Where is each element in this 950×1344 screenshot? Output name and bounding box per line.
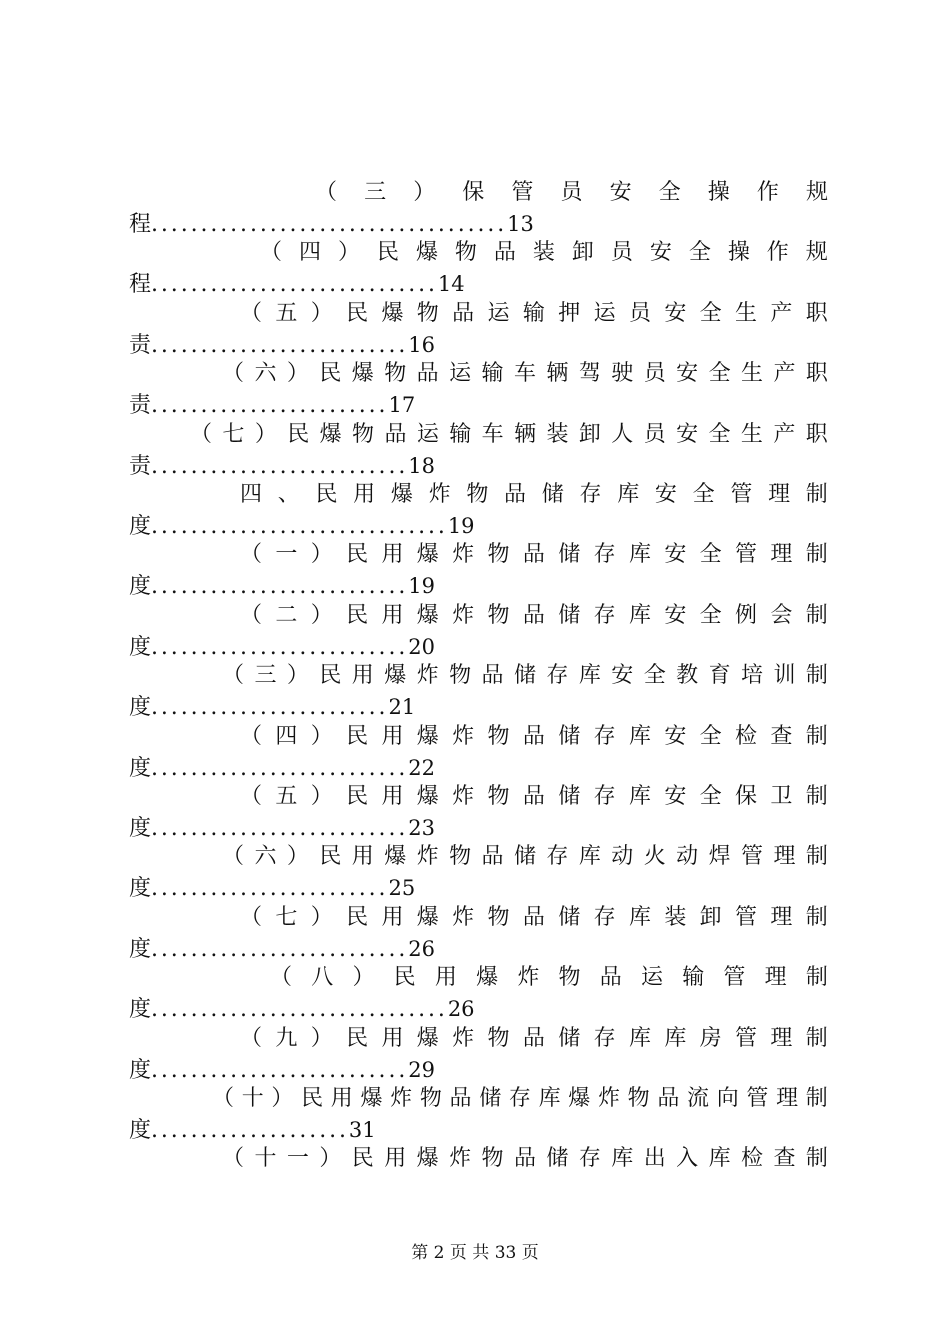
toc-entry-leader xyxy=(129,753,435,783)
toc-entry-leader xyxy=(129,994,475,1024)
toc-entry-title: 四 、 民 用 爆 炸 物 品 储 存 库 安 全 管 理 制 xyxy=(240,482,828,507)
toc-entry-continuation: 度 xyxy=(129,936,152,962)
toc-dot-leader: ............................. xyxy=(151,272,438,298)
toc-page-number: 16 xyxy=(408,332,435,357)
toc-dot-leader: ........................ xyxy=(151,876,389,902)
toc-entry-title: （ 三 ） 保 管 员 安 全 操 作 规 xyxy=(315,180,828,205)
toc-entry-leader xyxy=(129,511,475,541)
toc-entry-continuation: 度 xyxy=(129,514,152,539)
toc-entry-continuation: 程 xyxy=(129,212,152,237)
toc-entry-leader xyxy=(129,873,415,903)
toc-entry-leader xyxy=(129,390,415,420)
toc-entry-title: （ 二 ） 民 用 爆 炸 物 品 储 存 库 安 全 例 会 制 xyxy=(240,602,828,628)
toc-entry-continuation: 责 xyxy=(129,332,152,358)
toc-dot-leader: .......................... xyxy=(151,332,409,358)
toc-entry-leader xyxy=(129,1115,376,1145)
toc-entry-title: （ 三 ） 民 用 爆 炸 物 品 储 存 库 安 全 教 育 培 训 制 xyxy=(222,663,828,689)
toc-entry-continuation: 责 xyxy=(129,393,152,419)
toc-dot-leader: .......................... xyxy=(151,1057,409,1083)
toc-entry-title: （ 十 一 ） 民 用 爆 炸 物 品 储 存 库 出 入 库 检 查 制 xyxy=(222,1146,828,1172)
toc-entry-leader xyxy=(129,934,435,964)
toc-entry-continuation: 度 xyxy=(129,695,152,721)
toc-entry-continuation: 度 xyxy=(129,1118,152,1143)
toc-dot-leader: ........................ xyxy=(151,393,389,419)
toc-dot-leader: .......................... xyxy=(151,453,409,479)
toc-entry-title: （ 四 ） 民 爆 物 品 装 卸 员 安 全 操 作 规 xyxy=(260,240,828,266)
toc-page-number: 17 xyxy=(388,393,416,418)
toc-entry-title: （ 十 ） 民 用 爆 炸 物 品 储 存 库 爆 炸 物 品 流 向 管 理 制 xyxy=(212,1086,828,1111)
toc-entry-continuation: 责 xyxy=(129,453,152,479)
toc-page-number: 14 xyxy=(437,272,465,297)
toc-dot-leader: .......................... xyxy=(151,755,409,781)
toc-entry-title: （ 五 ） 民 用 爆 炸 物 品 储 存 库 安 全 保 卫 制 xyxy=(240,784,828,809)
toc-dot-leader: .......................... xyxy=(151,574,409,600)
toc-entry-leader xyxy=(129,692,415,722)
toc-entry-continuation: 程 xyxy=(129,272,152,298)
toc-page-number: 26 xyxy=(447,997,475,1022)
toc-dot-leader: .................... xyxy=(151,1118,349,1143)
page-footer: 第 2 页 共 33 页 xyxy=(411,1243,539,1263)
toc-dot-leader: .................................... xyxy=(151,212,508,237)
toc-entry-leader xyxy=(129,451,435,481)
toc-entry-continuation: 度 xyxy=(129,574,152,600)
toc-entry-title: （ 六 ） 民 爆 物 品 运 输 车 辆 驾 驶 员 安 全 生 产 职 xyxy=(222,361,828,387)
toc-page-number: 19 xyxy=(447,514,475,538)
toc-entry-leader xyxy=(129,632,435,662)
toc-entry-leader xyxy=(129,269,465,299)
toc-page-number: 25 xyxy=(388,876,416,901)
toc-entry-title: （ 八 ） 民 用 爆 炸 物 品 运 输 管 理 制 xyxy=(270,965,828,991)
toc-entry-leader xyxy=(129,813,435,843)
toc-page-number: 22 xyxy=(408,755,435,780)
toc-dot-leader: .............................. xyxy=(151,997,448,1023)
toc-entry-continuation: 度 xyxy=(129,634,152,660)
toc-page-number: 21 xyxy=(388,695,416,720)
toc-page-number: 29 xyxy=(408,1057,435,1082)
toc-page-number: 13 xyxy=(507,212,534,236)
toc-entry-title: （ 四 ） 民 用 爆 炸 物 品 储 存 库 安 全 检 查 制 xyxy=(240,723,828,749)
toc-dot-leader: .......................... xyxy=(151,936,409,962)
toc-entry-continuation: 度 xyxy=(129,1057,152,1083)
toc-dot-leader: ........................ xyxy=(151,695,389,721)
toc-entry-leader xyxy=(129,209,534,239)
toc-page-number: 20 xyxy=(408,634,435,659)
toc-entry-continuation: 度 xyxy=(129,816,152,841)
toc-page-number: 19 xyxy=(408,574,435,599)
toc-entry-leader xyxy=(129,330,435,360)
toc-entry-title: （ 六 ） 民 用 爆 炸 物 品 储 存 库 动 火 动 焊 管 理 制 xyxy=(222,844,828,870)
toc-page-number: 18 xyxy=(408,453,435,478)
toc-entry-title: （ 一 ） 民 用 爆 炸 物 品 储 存 库 安 全 管 理 制 xyxy=(240,542,828,568)
toc-dot-leader: .......................... xyxy=(151,634,409,660)
toc-entry-title: （ 七 ） 民 爆 物 品 运 输 车 辆 装 卸 人 员 安 全 生 产 职 xyxy=(190,421,828,447)
toc-entry-title: （ 五 ） 民 爆 物 品 运 输 押 运 员 安 全 生 产 职 xyxy=(240,300,828,326)
toc-page-number: 31 xyxy=(348,1118,376,1142)
toc-page-number: 26 xyxy=(408,936,435,961)
toc-page-number: 23 xyxy=(408,816,435,840)
toc-entry-leader xyxy=(129,571,435,601)
toc-entry-leader xyxy=(129,1055,435,1085)
toc-entry-title: （ 七 ） 民 用 爆 炸 物 品 储 存 库 装 卸 管 理 制 xyxy=(240,904,828,930)
toc-dot-leader: .............................. xyxy=(151,514,448,539)
toc-entry-continuation: 度 xyxy=(129,876,152,902)
toc-entry-continuation: 度 xyxy=(129,997,152,1023)
toc-entry-continuation: 度 xyxy=(129,755,152,781)
toc-dot-leader: .......................... xyxy=(151,816,409,841)
toc-entry-title: （ 九 ） 民 用 爆 炸 物 品 储 存 库 库 房 管 理 制 xyxy=(240,1025,828,1051)
